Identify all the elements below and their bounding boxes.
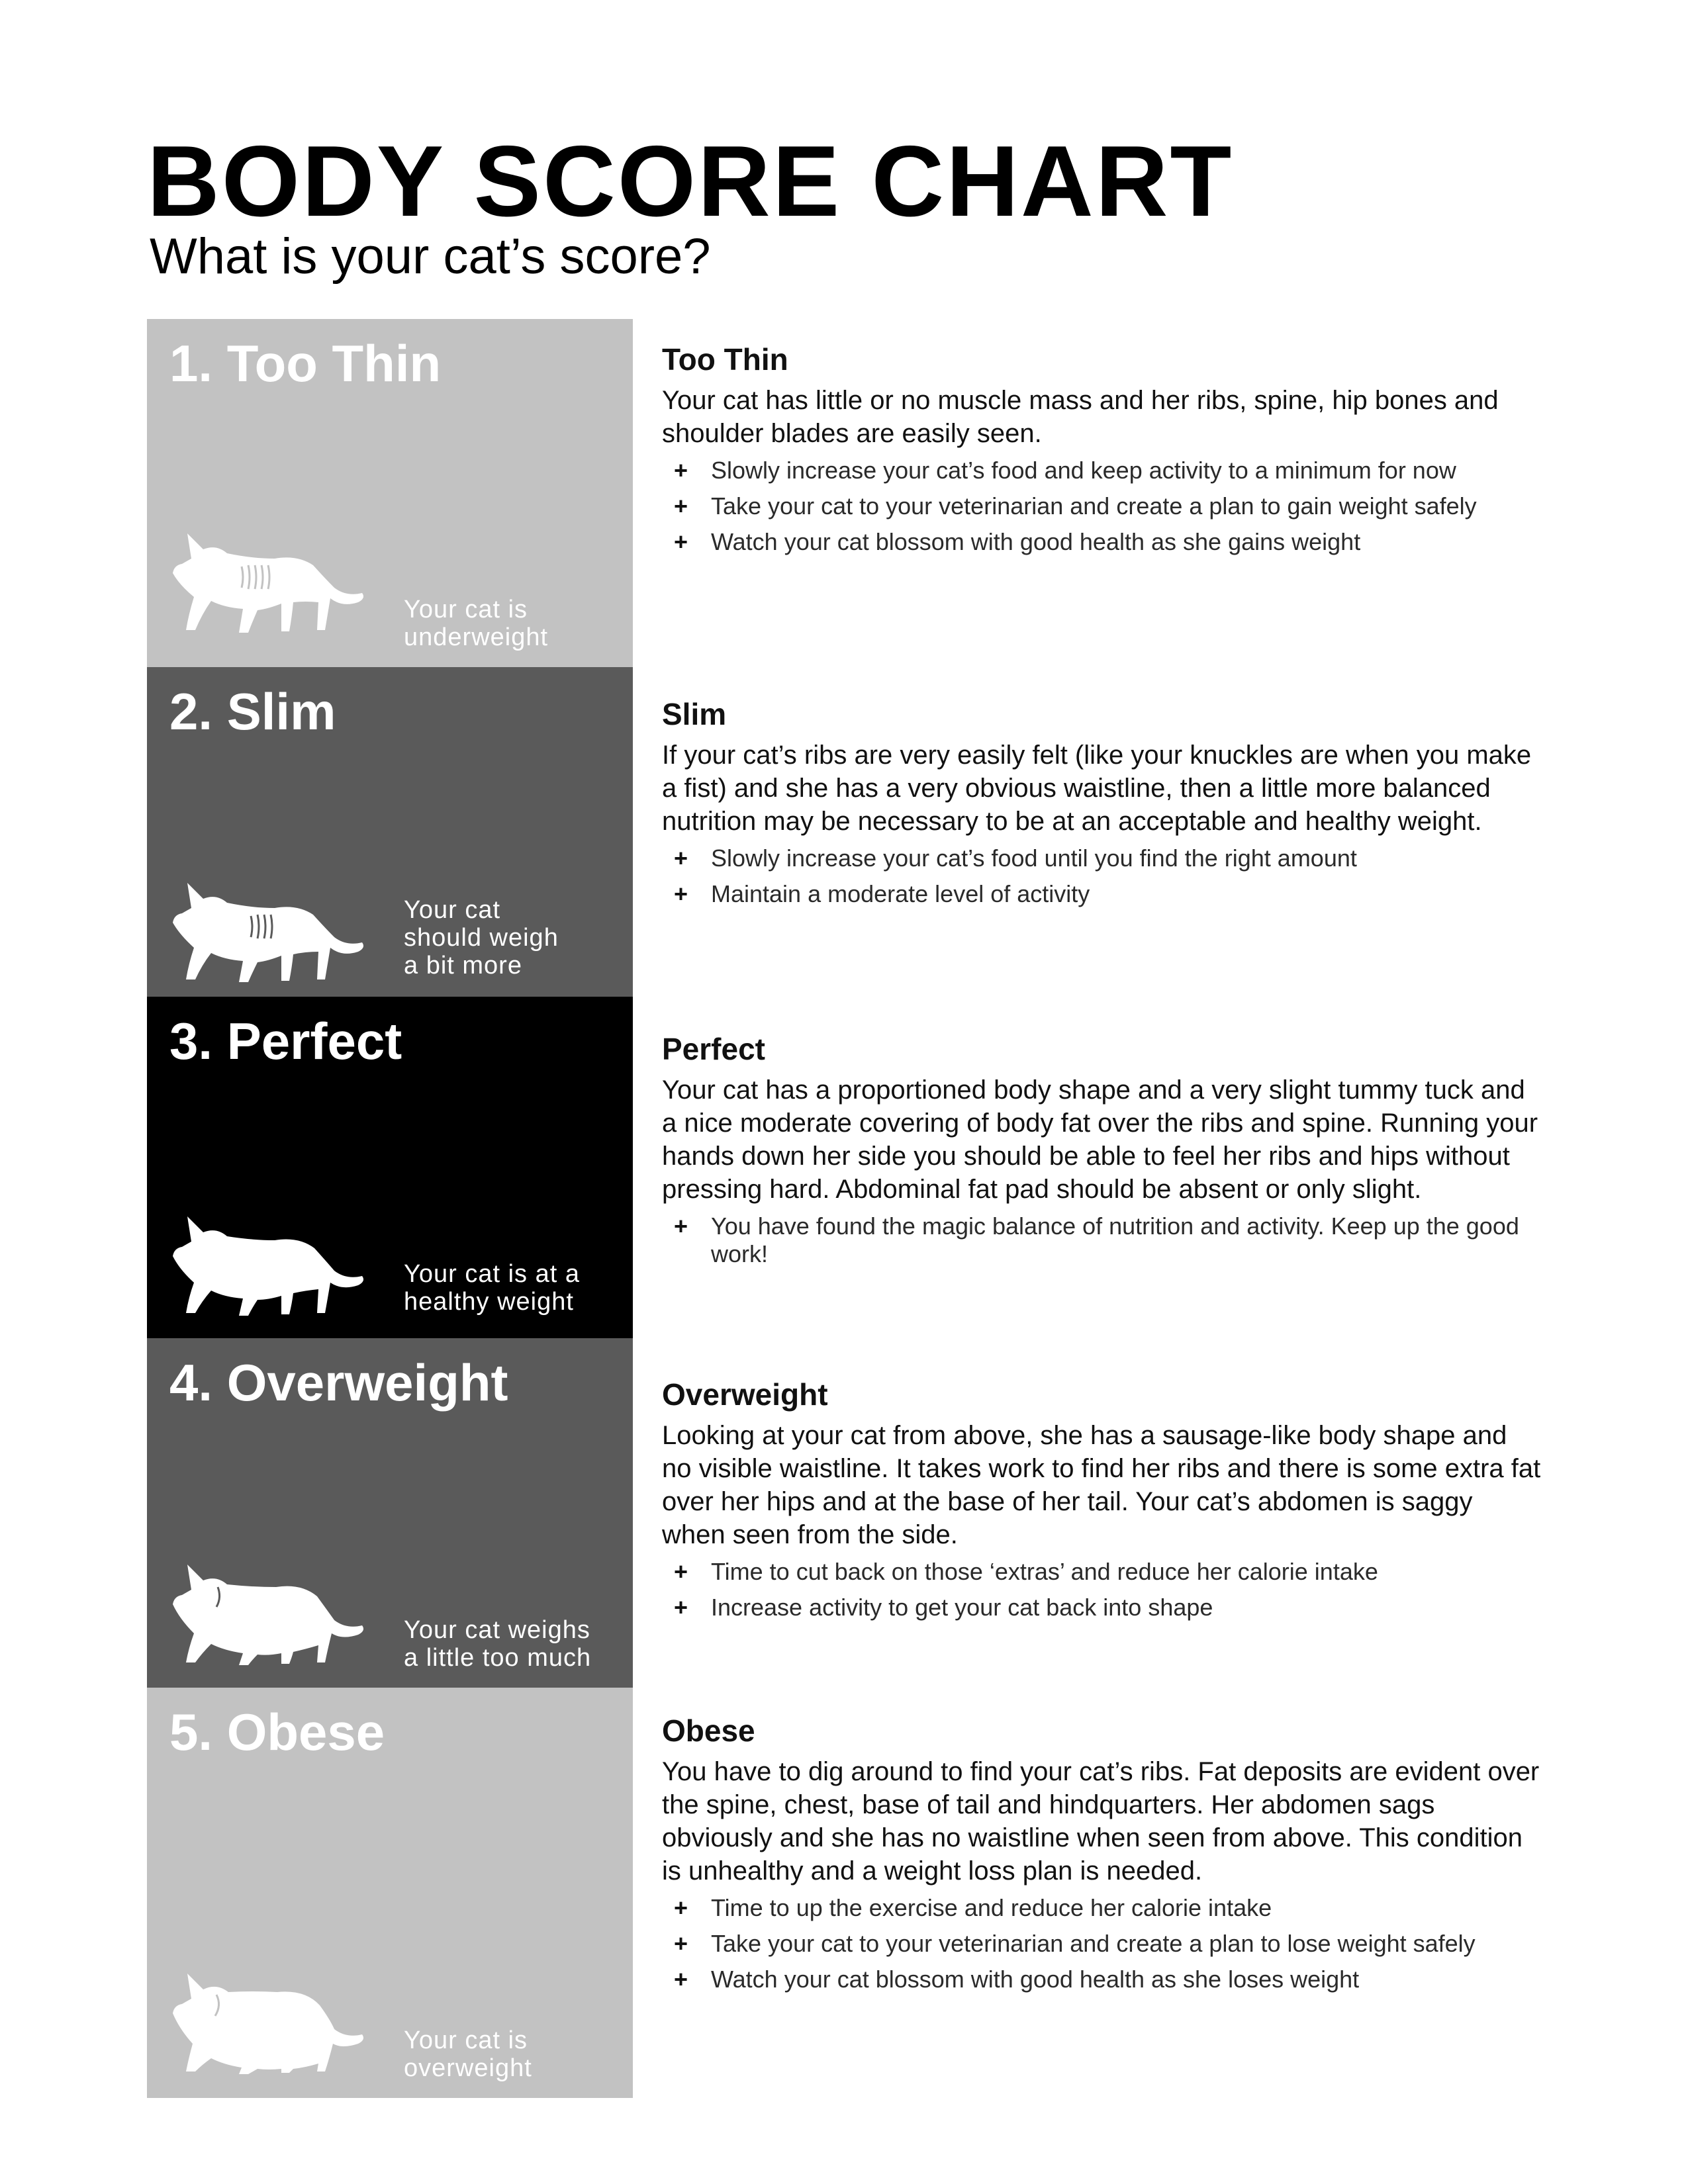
- tip-text: You have found the magic balance of nutrition and activity. Keep up the good work!: [711, 1212, 1519, 1267]
- score-content: [662, 344, 1542, 564]
- score-heading: Slim: [662, 697, 727, 731]
- tip-text: Watch your cat blossom with good health as she gains weight: [711, 528, 1361, 555]
- tip-text: Time to cut back on those ‘extras’ and reduce her calorie intake: [711, 1558, 1378, 1585]
- tip-item: [662, 1594, 1542, 1621]
- score-row-too-thin: [0, 319, 1688, 667]
- weight-caption: [404, 596, 622, 651]
- score-description: Your cat has little or no muscle mass and her ribs, spine, hip bones and shoulder blades are easily seen.: [662, 386, 1499, 448]
- plus-icon: +: [674, 1212, 688, 1240]
- tips-list: [662, 1894, 1542, 1993]
- score-panel: [147, 319, 633, 667]
- score-row-obese: [0, 1688, 1688, 2098]
- page-title: BODY SCORE CHART: [147, 125, 1234, 238]
- plus-icon: +: [674, 528, 688, 555]
- score-row-slim: [0, 667, 1688, 997]
- underweight-cat-icon: [167, 524, 369, 637]
- score-description: You have to dig around to find your cat’s ribs. Fat deposits are evident over the spine, chest, base of tail and hindquarters. Her abdomen sags obviously and she has no waistline when seen from above. This condition is unhealthy and a weight loss plan is needed.: [662, 1757, 1540, 1886]
- slim-cat-icon: [167, 874, 369, 986]
- score-heading: Obese: [662, 1713, 755, 1748]
- score-row-overweight: [0, 1338, 1688, 1688]
- tip-item: [662, 1212, 1542, 1268]
- plus-icon: +: [674, 844, 688, 872]
- tips-list: [662, 1212, 1542, 1268]
- score-panel: [147, 667, 633, 997]
- weight-caption: [404, 896, 622, 979]
- plus-icon: +: [674, 1594, 688, 1621]
- score-content: [662, 1034, 1542, 1276]
- score-heading: Overweight: [662, 1377, 828, 1412]
- healthy-cat-icon: [167, 1207, 369, 1320]
- tip-item: [662, 1930, 1542, 1958]
- score-content: [662, 1715, 1542, 2001]
- page-subtitle: What is your cat’s score?: [150, 228, 711, 285]
- caption-line: Your cat weighs: [404, 1616, 590, 1644]
- weight-caption: [404, 1616, 622, 1672]
- caption-line: healthy weight: [404, 1288, 574, 1316]
- score-title: 2. Slim: [169, 682, 336, 741]
- score-description: Looking at your cat from above, she has a sausage-like body shape and no visible waistline. It takes work to find her ribs and there is some extra fat over her hips and at the base of her tail. Your cat’s abdomen is saggy when seen from the side.: [662, 1421, 1541, 1549]
- score-panel: [147, 1688, 633, 2098]
- plus-icon: +: [674, 1894, 688, 1921]
- tip-text: Time to up the exercise and reduce her calorie intake: [711, 1894, 1272, 1921]
- tips-list: [662, 457, 1542, 556]
- plus-icon: +: [674, 492, 688, 520]
- score-title: 1. Too Thin: [169, 334, 442, 392]
- score-content: [662, 699, 1542, 916]
- caption-line: Your cat is: [404, 2026, 528, 2054]
- score-panel: [147, 1338, 633, 1688]
- plus-icon: +: [674, 457, 688, 484]
- tip-item: [662, 1894, 1542, 1922]
- tip-item: [662, 880, 1542, 908]
- weight-caption: [404, 2026, 622, 2082]
- caption-line: underweight: [404, 623, 549, 651]
- tip-item: [662, 844, 1542, 872]
- score-description: If your cat’s ribs are very easily felt (like your knuckles are when you make a fist) and she has a very obvious waistline, then a little more balanced nutrition may be necessary to be at an acceptable and healthy weight.: [662, 741, 1532, 836]
- score-content: [662, 1379, 1542, 1629]
- score-description: Your cat has a proportioned body shape and a very slight tummy tuck and a nice moderate covering of body fat over the ribs and spine. Running your hands down her side you should be able to feel her ribs and hips without pressing hard. Abdominal fat pad should be absent or only slight.: [662, 1075, 1538, 1204]
- caption-line: Your cat is at a: [404, 1260, 580, 1288]
- tip-text: Take your cat to your veterinarian and create a plan to gain weight safely: [711, 492, 1477, 520]
- tip-text: Watch your cat blossom with good health as she loses weight: [711, 1966, 1360, 1993]
- plus-icon: +: [674, 1966, 688, 1993]
- obese-cat-icon: [167, 1966, 369, 2078]
- tip-item: [662, 492, 1542, 520]
- tip-text: Increase activity to get your cat back into shape: [711, 1594, 1213, 1621]
- caption-line: overweight: [404, 2054, 532, 2082]
- tip-item: [662, 457, 1542, 484]
- caption-line: a bit more: [404, 952, 522, 979]
- caption-line: should weigh: [404, 924, 559, 952]
- score-title: 5. Obese: [169, 1703, 385, 1761]
- tip-item: [662, 1558, 1542, 1586]
- tip-text: Maintain a moderate level of activity: [711, 880, 1090, 907]
- plus-icon: +: [674, 1558, 688, 1585]
- score-heading: Perfect: [662, 1032, 765, 1066]
- overweight-cat-icon: [167, 1557, 369, 1669]
- plus-icon: +: [674, 1930, 688, 1957]
- caption-line: Your cat: [404, 896, 501, 924]
- tips-list: [662, 844, 1542, 908]
- tip-item: [662, 528, 1542, 556]
- tip-text: Take your cat to your veterinarian and create a plan to lose weight safely: [711, 1930, 1476, 1957]
- tip-text: Slowly increase your cat’s food until you find the right amount: [711, 844, 1357, 872]
- score-title: 4. Overweight: [169, 1353, 508, 1412]
- score-title: 3. Perfect: [169, 1012, 402, 1070]
- caption-line: a little too much: [404, 1644, 592, 1672]
- score-row-perfect: [0, 997, 1688, 1338]
- tips-list: [662, 1558, 1542, 1621]
- caption-line: Your cat is: [404, 596, 528, 623]
- score-panel: [147, 997, 633, 1338]
- tip-text: Slowly increase your cat’s food and keep activity to a minimum for now: [711, 457, 1456, 484]
- tip-item: [662, 1966, 1542, 1993]
- score-heading: Too Thin: [662, 342, 788, 377]
- weight-caption: [404, 1260, 622, 1316]
- plus-icon: +: [674, 880, 688, 907]
